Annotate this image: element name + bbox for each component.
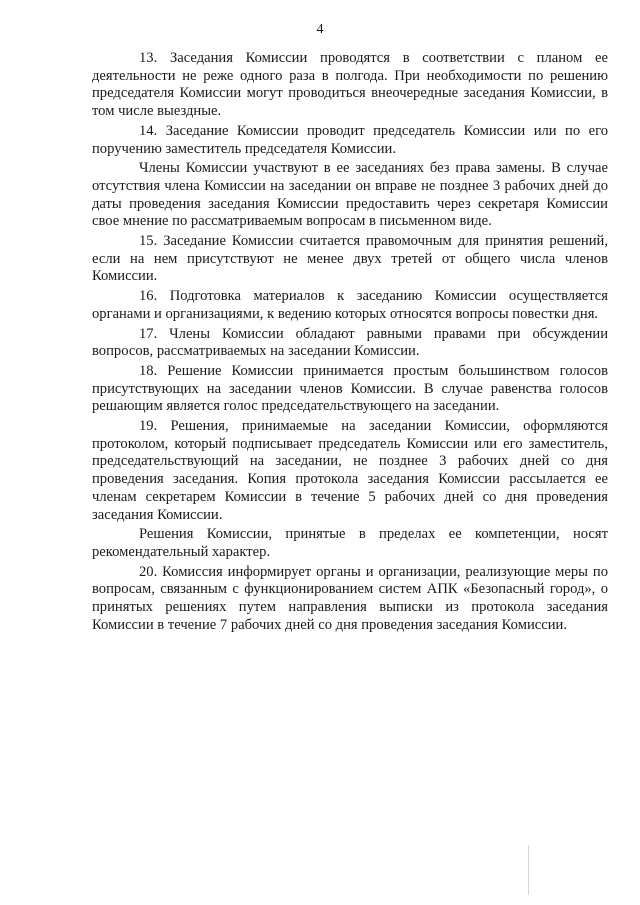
scan-artifact-line bbox=[528, 845, 529, 895]
page-number: 4 bbox=[316, 22, 324, 37]
paragraph-16: 16. Подготовка материалов к заседанию Комиссии осуществляется органами и организациями, к ведению которых относятся вопросы повестки дня. bbox=[92, 288, 608, 322]
paragraph-19: 19. Решения, принимаемые на заседании Комиссии, оформляются протоколом, который подписывает председатель Комиссии или его заместитель, председательствующий на заседании, не позднее 3 рабочих дней со дня проведения заседания. Копия протокола заседания Комиссии рассылается ее членам секретарем Комиссии в течение 5 рабочих дней со дня проведения заседания Комиссии. bbox=[92, 418, 608, 523]
paragraph-20: 20. Комиссия информирует органы и организации, реализующие меры по вопросам, связанным с функционированием систем АПК «Безопасный город», о принятых решениях путем направления выписки из протокола заседания Комиссии в течение 7 рабочих дней со дня проведения заседания Комиссии. bbox=[92, 563, 608, 633]
document-body bbox=[92, 50, 608, 635]
paragraph-17: 17. Члены Комиссии обладают равными правами при обсуждении вопросов, рассматриваемых на заседании Комиссии. bbox=[92, 325, 608, 360]
paragraph-18: 18. Решение Комиссии принимается простым большинством голосов присутствующих на заседании членов Комиссии. В случае равенства голосов решающим является голос председательствующего на заседании. bbox=[92, 362, 608, 415]
paragraph-15: 15. Заседание Комиссии считается правомочным для принятия решений, если на нем присутствуют не менее двух третей от общего числа членов Комиссии. bbox=[92, 233, 608, 285]
paragraph-members-replacement: Члены Комиссии участвуют в ее заседаниях без права замены. В случае отсутствия члена Комиссии на заседании он вправе не позднее 3 рабочих дней до даты проведения заседания Комиссии предоставить через секретаря Комиссии свое мнение по рассматриваемым вопросам в письменном виде. bbox=[92, 160, 608, 230]
paragraph-13: 13. Заседания Комиссии проводятся в соответствии с планом ее деятельности не реже одного раза в полгода. При необходимости по решению председателя Комиссии могут проводиться внеочередные заседания Комиссии, в том числе выездные. bbox=[92, 50, 608, 120]
paragraph-14: 14. Заседание Комиссии проводит председатель Комиссии или по его поручению заместитель председателя Комиссии. bbox=[92, 122, 608, 157]
paragraph-recommendations: Решения Комиссии, принятые в пределах ее компетенции, носят рекомендательный характер. bbox=[92, 526, 608, 560]
